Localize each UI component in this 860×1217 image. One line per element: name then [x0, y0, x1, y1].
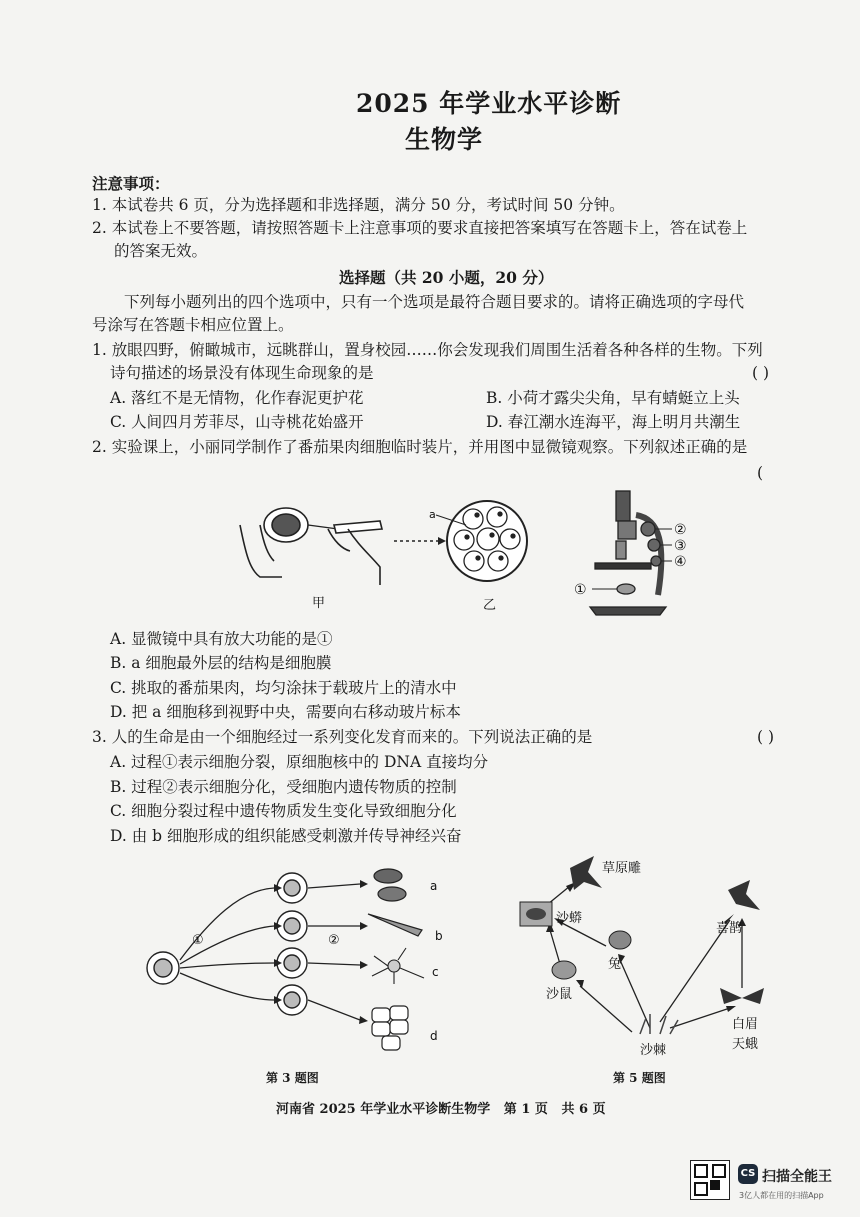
q3-option-b: B. 过程②表示细胞分化，受细胞内遗传物质的控制: [110, 778, 457, 796]
q3-answer-bracket: ( ): [757, 728, 775, 746]
figure-3-caption: 第 3 题图: [266, 1071, 319, 1085]
q2-answer-bracket: (: [757, 464, 764, 482]
red-blood-cells-icon: [374, 869, 406, 901]
cell-label-a: a: [430, 879, 438, 893]
gerbil-label: 沙鼠: [546, 987, 573, 1002]
magpie-label: 喜鹊: [716, 921, 743, 936]
page-footer: 河南省 2025 年学业水平诊断生物学 第 1 页 共 6 页: [276, 1102, 606, 1117]
figure-label-yi: 乙: [483, 598, 497, 613]
cell-label-c: c: [432, 965, 439, 979]
cell-label-b: b: [435, 929, 443, 943]
cell-label-d: d: [430, 1029, 438, 1043]
q2-stem: 2. 实验课上，小丽同学制作了番茄果肉细胞临时装片，并用图中显微镜观察。下列叙述正确的是: [92, 438, 748, 456]
q1-option-b: B. 小荷才露尖尖角，早有蜻蜓立上头: [486, 389, 740, 407]
q1-option-c: C. 人间四月芳菲尽，山寺桃花始盛开: [110, 413, 364, 431]
microscope-part-3: ③: [674, 538, 687, 554]
q1-answer-bracket: ( ): [752, 364, 770, 382]
q3-option-a: A. 过程①表示细胞分裂，原细胞核中的 DNA 直接均分: [110, 753, 489, 771]
scanner-logo-icon: CS: [738, 1164, 758, 1184]
notes-heading: 注意事项：: [92, 174, 170, 193]
q1-stem-1: 1. 放眼四野，俯瞰城市，远眺群山，置身校园……你会发现我们周围生活着各种各样的生物。下列: [92, 341, 763, 359]
section-instruction-2: 号涂写在答题卡相应位置上。: [92, 316, 294, 334]
q2-option-c: C. 挑取的番茄果肉，均匀涂抹于载玻片上的清水中: [110, 679, 457, 697]
microscope-part-4: ④: [674, 554, 687, 570]
epithelial-cells-icon: [372, 1006, 408, 1050]
q2-option-a: A. 显微镜中具有放大功能的是①: [110, 630, 333, 648]
scanner-app-name: 扫描全能王: [762, 1169, 832, 1185]
cell-label-a: a: [429, 508, 436, 521]
neuron-icon: [372, 948, 424, 984]
q3-option-c: C. 细胞分裂过程中遗传物质发生变化导致细胞分化: [110, 802, 457, 820]
q3-option-d: D. 由 b 细胞形成的组织能感受刺激并传导神经兴奋: [110, 827, 462, 845]
rabbit-label: 兔: [608, 957, 622, 972]
subject-title: 生物学: [405, 125, 484, 154]
section-title: 选择题（共 20 小题，20 分）: [339, 268, 554, 287]
eagle-icon: [570, 856, 602, 890]
q3-stem: 3. 人的生命是由一个细胞经过一系列变化发育而来的。下列说法正确的是: [92, 728, 593, 746]
scanner-tagline: 3亿人都在用的扫描App: [739, 1191, 824, 1200]
q1-option-d: D. 春江潮水连海平，海上明月共潮生: [486, 413, 741, 431]
q1-stem-2: 诗句描述的场景没有体现生命现象的是: [110, 364, 374, 382]
q2-figure: [230, 485, 710, 630]
eagle-label: 草原雕: [602, 861, 642, 876]
snake-icon: [520, 902, 552, 926]
note-1: 1. 本试卷共 6 页，分为选择题和非选择题，满分 50 分，考试时间 50 分钟。: [92, 196, 625, 214]
arrow-head-icon: [438, 537, 446, 545]
figure-3-cell-division-diagram: [140, 860, 460, 1088]
q2-option-b: B. a 细胞最外层的结构是细胞膜: [110, 654, 332, 672]
q2-option-d: D. 把 a 细胞移到视野中央，需要向右移动玻片标本: [110, 703, 461, 721]
microscope-part-2: ②: [674, 522, 687, 538]
rabbit-icon: [609, 931, 631, 949]
moth-label-1: 白眉: [732, 1017, 759, 1032]
figure-5-caption: 第 5 题图: [613, 1071, 666, 1085]
moth-icon: [720, 988, 764, 1004]
magpie-icon: [728, 880, 760, 910]
microscope-part-1: ①: [574, 582, 587, 598]
plant-label: 沙棘: [640, 1043, 667, 1058]
microscope-illustration: [590, 491, 666, 615]
microscope-field-of-view: [436, 501, 527, 581]
moth-label-2: 天蛾: [732, 1037, 759, 1052]
q1-option-a: A. 落红不是无情物，化作春泥更护花: [110, 389, 364, 407]
qr-code-icon: [690, 1160, 730, 1200]
note-2: 2. 本试卷上不要答题，请按照答题卡上注意事项的要求直接把答案填写在答题卡上，答在试卷上: [92, 219, 748, 237]
section-instruction-1: 下列每小题列出的四个选项中，只有一个选项是最符合题目要求的。请将正确选项的字母代: [124, 293, 745, 311]
figure-label-jia: 甲: [312, 596, 326, 611]
muscle-cell-icon: [368, 914, 422, 936]
process-2-label: ②: [328, 933, 340, 948]
gerbil-icon: [552, 961, 576, 979]
snake-label: 沙蟒: [556, 911, 583, 926]
exam-title: 2025 年学业水平诊断: [356, 89, 622, 118]
note-2-cont: 的答案无效。: [114, 242, 208, 260]
figure-5-food-web-diagram: [510, 850, 810, 1065]
slide-preparation-illustration: [240, 508, 382, 585]
process-1-label: ①: [192, 933, 204, 948]
